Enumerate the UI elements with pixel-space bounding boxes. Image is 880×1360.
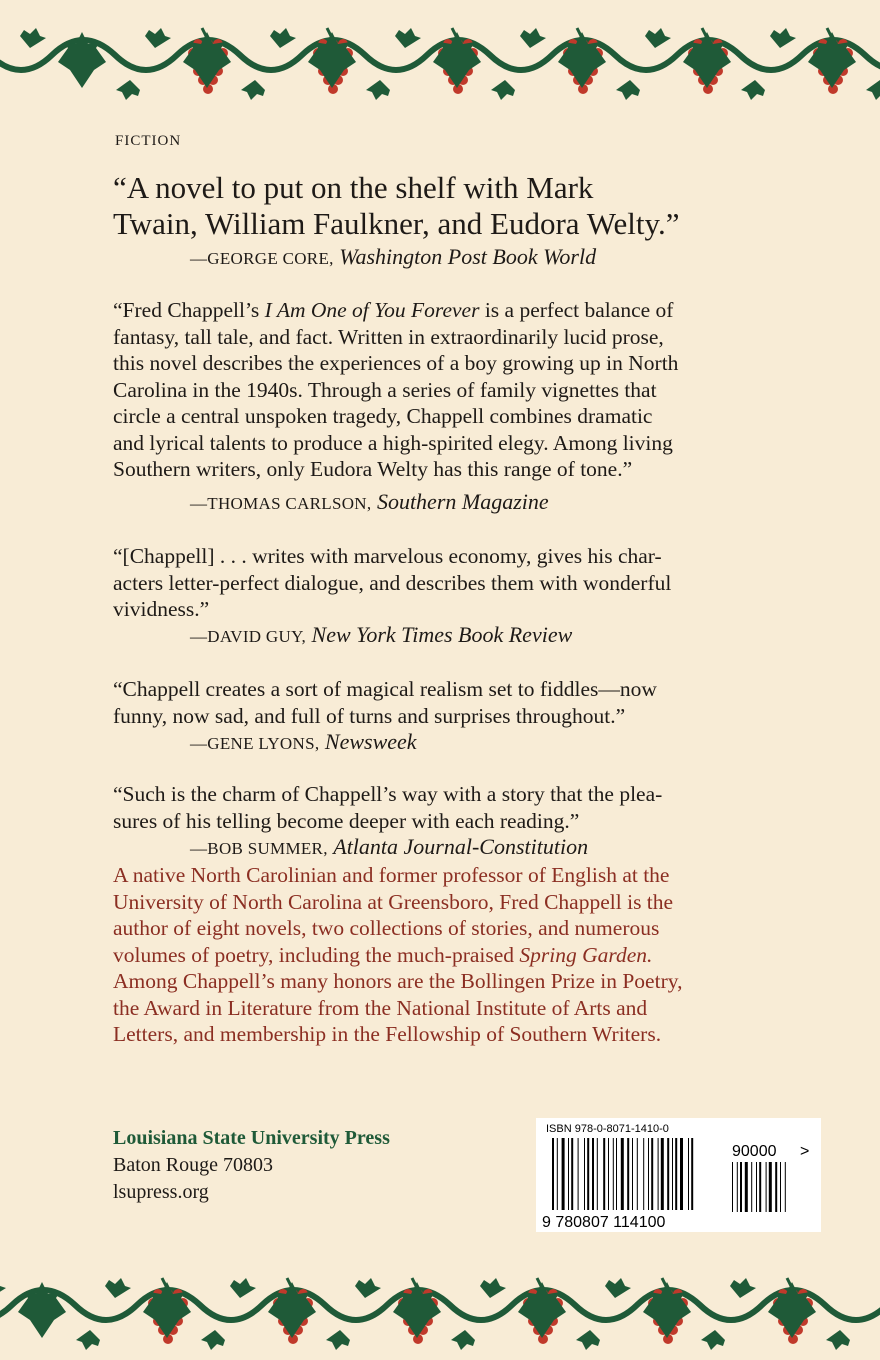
publisher-city: Baton Rouge 70803	[113, 1154, 273, 1176]
category-label: FICTION	[115, 133, 182, 149]
review-attribution-3	[190, 728, 417, 758]
addon-bar	[756, 1162, 757, 1212]
barcode-bar	[608, 1138, 609, 1210]
barcode-bar	[578, 1138, 579, 1210]
addon-bar	[780, 1162, 781, 1212]
barcode-bar	[632, 1138, 633, 1210]
review-line: and lyrical talents to produce a high-spirited elegy. Among living	[113, 430, 673, 455]
barcode-bar	[658, 1138, 659, 1210]
small-leaf-icon	[395, 28, 421, 48]
addon-bar	[737, 1162, 738, 1212]
bio-line: the Award in Literature from the National Institute of Arts and	[113, 995, 648, 1020]
price-code: 90000	[732, 1143, 777, 1160]
bio-line: Letters, and membership in the Fellowship of Southern Writers.	[113, 1022, 662, 1046]
small-leaf-icon	[270, 28, 296, 48]
bottom-vine-border	[0, 1250, 880, 1360]
barcode-bar	[627, 1138, 629, 1210]
small-leaf-icon	[576, 1330, 600, 1350]
attribution-publication: Newsweek	[324, 729, 417, 754]
bio-line: University of North Carolina at Greensboro, Fred Chappell is the	[113, 889, 674, 914]
bio-line: A native North Carolinian and former professor of English at the	[113, 863, 670, 887]
review-quote-4	[113, 781, 813, 834]
review-line: Southern writers, only Eudora Welty has this range of tone.”	[113, 457, 633, 481]
small-leaf-icon	[616, 80, 640, 100]
small-leaf-icon	[20, 28, 46, 48]
review-line: funny, now sad, and full of turns and surprises throughout.”	[113, 703, 626, 728]
barcode-bar	[592, 1138, 594, 1210]
attribution-publication: Washington Post Book World	[339, 244, 597, 269]
headline-attribution	[190, 243, 596, 273]
barcode-bar	[613, 1138, 614, 1210]
addon-barcode-bars	[732, 1162, 786, 1212]
small-leaf-icon	[491, 80, 515, 100]
barcode-bar	[557, 1138, 558, 1210]
author-bio	[113, 862, 813, 1048]
small-leaf-icon	[76, 1330, 100, 1350]
barcode-bar	[648, 1138, 649, 1210]
small-leaf-icon	[355, 1278, 381, 1298]
publisher-website: lsupress.org	[113, 1181, 209, 1203]
small-leaf-icon	[326, 1330, 350, 1350]
review-line: acters letter-perfect dialogue, and describes them with wonderful	[113, 570, 672, 595]
attribution-name: —THOMAS CARLSON,	[190, 494, 372, 513]
top-vine-border	[0, 0, 880, 110]
headline-line-2: Twain, William Faulkner, and Eudora Welty.”	[113, 206, 680, 241]
review-line: fantasy, tall tale, and fact. Written in extraordinarily lucid prose,	[113, 324, 664, 349]
review-line: “Fred Chappell’s I Am One of You Forever is a perfect balance of	[113, 298, 674, 322]
review-quote-2	[113, 543, 813, 623]
small-leaf-icon	[605, 1278, 631, 1298]
barcode-bar	[571, 1138, 573, 1210]
review-line: circle a central unspoken tragedy, Chappell combines dramatic	[113, 404, 653, 428]
attribution-name: —GEORGE CORE,	[190, 249, 334, 268]
bio-line: Among Chappell’s many honors are the Bollingen Prize in Poetry,	[113, 969, 683, 993]
barcode-bar	[675, 1138, 677, 1210]
review-line: Carolina in the 1940s. Through a series of family vignettes that	[113, 377, 657, 402]
bio-line: author of eight novels, two collections of stories, and numerous	[113, 916, 660, 940]
small-leaf-icon	[116, 80, 140, 100]
small-leaf-icon	[241, 80, 265, 100]
small-leaf-icon	[105, 1278, 131, 1298]
barcode-digits: 9 780807 114100	[542, 1214, 666, 1231]
review-attribution-1	[190, 488, 549, 518]
barcode-bars	[552, 1138, 693, 1210]
barcode-bar	[552, 1138, 554, 1210]
addon-bar	[775, 1162, 777, 1212]
barcode-bar	[621, 1138, 624, 1210]
small-leaf-icon	[866, 80, 880, 100]
attribution-name: —DAVID GUY,	[190, 627, 307, 646]
addon-bar	[785, 1162, 786, 1212]
small-leaf-icon	[480, 1278, 506, 1298]
small-leaf-icon	[770, 28, 796, 48]
addon-bar	[769, 1162, 772, 1212]
bio-line: volumes of poetry, including the much-praised Spring Garden.	[113, 942, 653, 967]
addon-bar	[745, 1162, 748, 1212]
headline-line-1: “A novel to put on the shelf with Mark	[113, 170, 594, 205]
addon-bar	[751, 1162, 752, 1212]
barcode-bar	[651, 1138, 653, 1210]
addon-bar	[732, 1162, 733, 1212]
review-attribution-4	[190, 833, 588, 863]
review-line: sures of his telling become deeper with each reading.”	[113, 808, 580, 833]
attribution-name: —BOB SUMMER,	[190, 839, 328, 858]
small-leaf-icon	[366, 80, 390, 100]
barcode-bar	[597, 1138, 598, 1210]
barcode-bar	[688, 1138, 689, 1210]
barcode-graphic	[536, 1118, 821, 1232]
barcode-bar	[568, 1138, 569, 1210]
isbn-text: ISBN 978-0-8071-1410-0	[546, 1123, 669, 1135]
small-leaf-icon	[201, 1330, 225, 1350]
small-leaf-icon	[730, 1278, 756, 1298]
publisher-name: Louisiana State University Press	[113, 1127, 390, 1149]
barcode-bar	[680, 1138, 683, 1210]
review-attribution-2	[190, 621, 572, 651]
publisher-block	[113, 1125, 390, 1206]
barcode-bar	[672, 1138, 673, 1210]
review-line: “Such is the charm of Chappell’s way with a story that the plea-	[113, 782, 663, 806]
attribution-publication: New York Times Book Review	[311, 622, 573, 647]
barcode-bar	[562, 1138, 565, 1210]
review-line: “Chappell creates a sort of magical realism set to fiddles—now	[113, 677, 657, 701]
review-line: vividness.”	[113, 597, 210, 621]
small-leaf-icon	[145, 28, 171, 48]
barcode-bar	[643, 1138, 644, 1210]
small-leaf-icon	[520, 28, 546, 48]
addon-bar	[766, 1162, 767, 1212]
barcode-bar	[661, 1138, 664, 1210]
small-leaf-icon	[645, 28, 671, 48]
small-leaf-icon	[0, 1278, 6, 1298]
review-line: “[Chappell] . . . writes with marvelous economy, gives his char-	[113, 544, 662, 568]
headline-quote	[113, 170, 813, 242]
barcode-bar	[667, 1138, 669, 1210]
barcode-bar	[587, 1138, 589, 1210]
small-leaf-icon	[701, 1330, 725, 1350]
barcode-bar	[584, 1138, 585, 1210]
attribution-publication: Atlanta Journal-Constitution	[333, 834, 589, 859]
attribution-publication: Southern Magazine	[376, 489, 549, 514]
small-leaf-icon	[230, 1278, 256, 1298]
attribution-name: —GENE LYONS,	[190, 734, 320, 753]
review-quote-1	[113, 297, 813, 483]
barcode-bar	[637, 1138, 638, 1210]
small-leaf-icon	[741, 80, 765, 100]
addon-bar	[740, 1162, 742, 1212]
isbn-barcode	[536, 1118, 821, 1232]
small-leaf-icon	[826, 1330, 850, 1350]
price-arrow: >	[800, 1143, 810, 1160]
small-leaf-icon	[451, 1330, 475, 1350]
barcode-bar	[616, 1138, 617, 1210]
barcode-bar	[603, 1138, 605, 1210]
vine-stem	[0, 1290, 880, 1320]
review-line: this novel describes the experiences of a boy growing up in North	[113, 351, 679, 375]
addon-bar	[759, 1162, 761, 1212]
barcode-bar	[691, 1138, 693, 1210]
review-quote-3	[113, 676, 813, 729]
